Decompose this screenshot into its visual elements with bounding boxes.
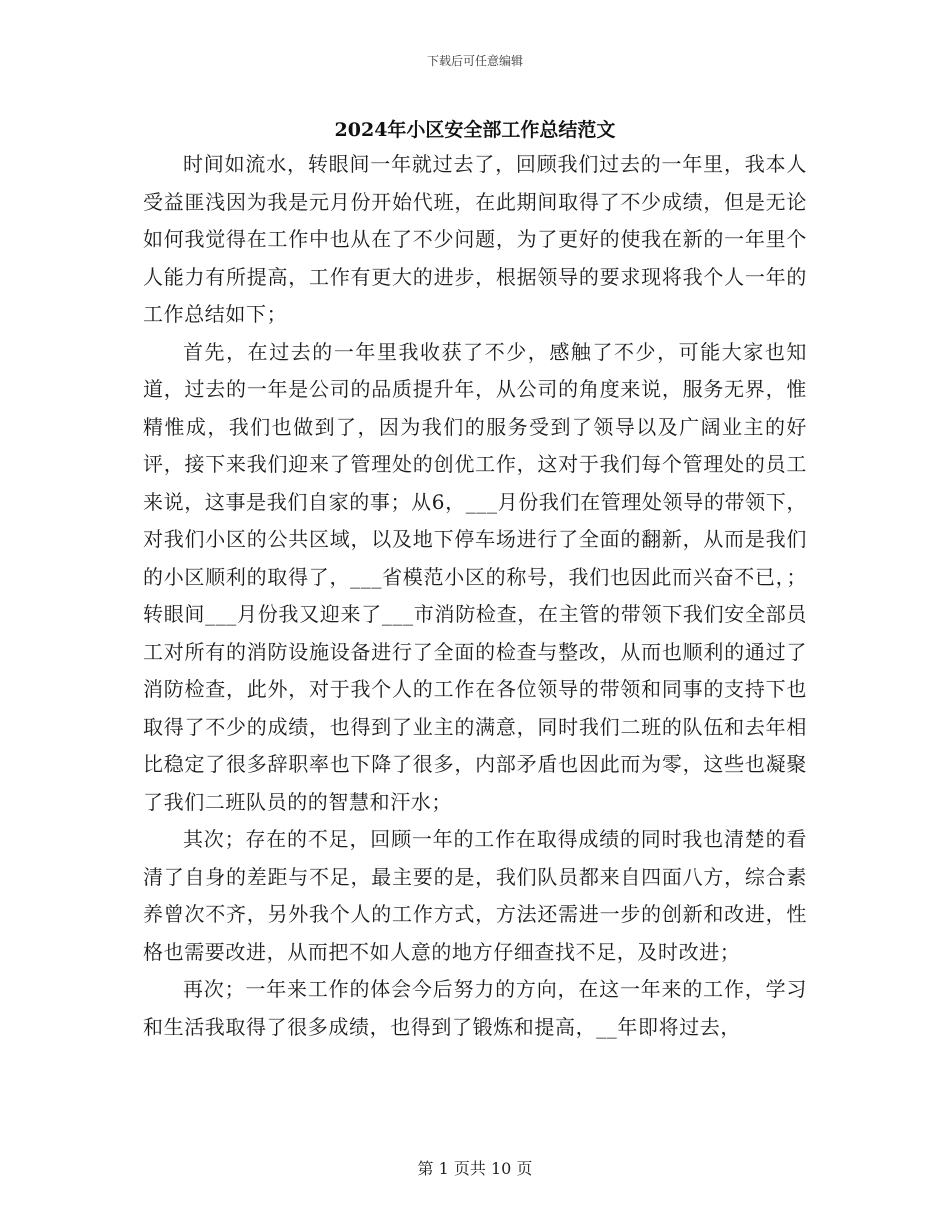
paragraph-1: 时间如流水，转眼间一年就过去了，回顾我们过去的一年里，我本人受益匪浅因为我是元月份开始代班，在此期间取得了不少成绩，但是无论如何我觉得在工作中也从在了不少问题，为了更好的使我在新的一年里个人能力有所提高，工作有更大的进步，根据领导的要求现将我个人一年的工作总结如下； bbox=[143, 152, 807, 326]
document-title: 2024年小区安全部工作总结范文 bbox=[334, 119, 616, 141]
page-number-footer: 第 1 页共 10 页 bbox=[417, 1159, 533, 1178]
paragraph-2: 首先，在过去的一年里我收获了不少，感触了不少，可能大家也知道，过去的一年是公司的品质提升年，从公司的角度来说，服务无界，惟精惟成，我们也做到了，因为我们的服务受到了领导以及广阔业主的好评，接下来我们迎来了管理处的创优工作，这对于我们每个管理处的员工来说，这事是我们自家的事；从6，___月份我们在管理处领导的带领下，对我们小区的公共区域，以及地下停车场进行了全面的翻新，从而是我们的小区顺利的取得了，___省模范小区的称号，我们也因此而兴奋不已，；转眼间___月份我又迎来了___市消防检查，在主管的带领下我们安全部员工对所有的消防设施设备进行了全面的检查与整改，从而也顺利的通过了消防检查，此外，对于我个人的工作在各位领导的带领和同事的支持下也取得了不少的成绩，也得到了业主的满意，同时我们二班的队伍和去年相比稳定了很多辞职率也下降了很多，内部矛盾也因此而为零，这些也凝聚了我们二班队员的的智慧和汗水； bbox=[143, 339, 807, 814]
paragraph-3: 其次；存在的不足，回顾一年的工作在取得成绩的同时我也清楚的看清了自身的差距与不足，最主要的是，我们队员都来自四面八方，综合素养曾次不齐，另外我个人的工作方式，方法还需进一步的创新和改进，性格也需要改进，从而把不如人意的地方仔细查找不足，及时改进； bbox=[143, 827, 807, 964]
document-body bbox=[143, 146, 807, 1046]
paragraph-4: 再次；一年来工作的体会今后努力的方向，在这一年来的工作，学习和生活我取得了很多成绩，也得到了锻炼和提高，__年即将过去， bbox=[143, 977, 807, 1039]
page-header-note: 下载后可任意编辑 bbox=[426, 54, 523, 68]
